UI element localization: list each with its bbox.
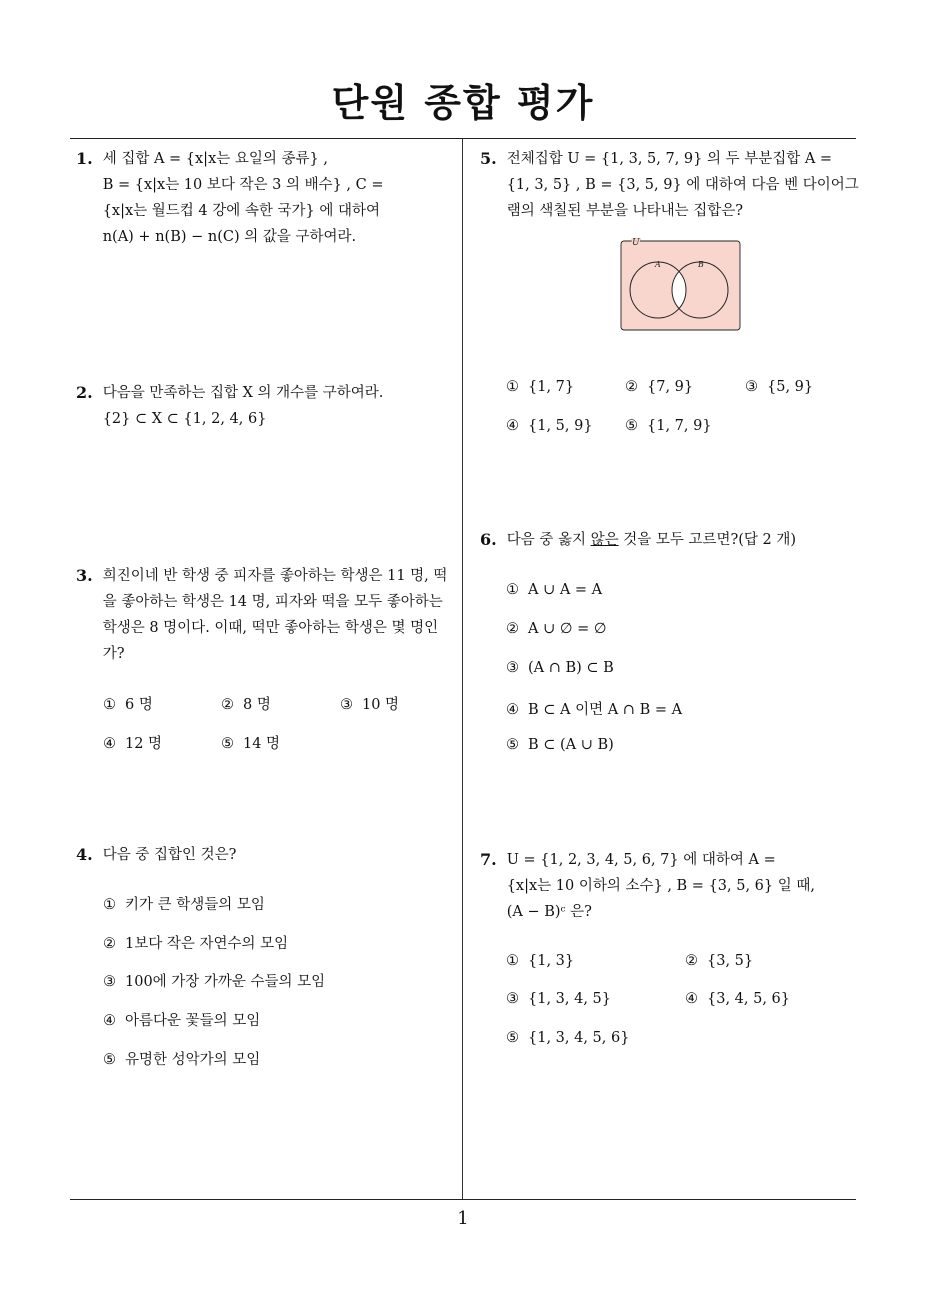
option-1[interactable]: ① 키가 큰 학생들의 모임 [103, 897, 265, 913]
page-title: 단원 종합 평가 [331, 81, 595, 125]
question-text: {x|x는 10 이하의 소수} , B = {3, 5, 6} 일 때, [506, 878, 815, 894]
bottom-rule [70, 1199, 856, 1200]
option-4[interactable]: ④ {3, 4, 5, 6} [685, 991, 791, 1007]
question-2 [76, 380, 456, 432]
question-text: 다음을 만족하는 집합 X 의 개수를 구하여라. [102, 385, 384, 401]
question-4 [76, 842, 456, 868]
option-3[interactable]: ③ {1, 3, 4, 5} [506, 991, 612, 1007]
venn-universe-label: U [632, 238, 640, 248]
option-5[interactable]: ⑤ 14 명 [221, 736, 281, 752]
top-rule [70, 138, 856, 139]
venn-diagram [620, 238, 742, 332]
column-divider [462, 139, 463, 1199]
question-text: U = {1, 2, 3, 4, 5, 6, 7} 에 대하여 A = [506, 852, 776, 868]
question-number: 1. [76, 149, 93, 168]
option-3[interactable]: ③ 10 명 [340, 697, 400, 713]
venn-set-b-label: B [698, 260, 704, 269]
question-text: (A − B)ᶜ 은? [506, 904, 592, 920]
question-text: 학생은 8 명이다. 이때, 떡만 좋아하는 학생은 몇 명인 [102, 620, 439, 636]
question-text: n(A) + n(B) − n(C) 의 값을 구하여라. [102, 229, 357, 245]
option-2[interactable]: ② 1보다 작은 자연수의 모임 [103, 936, 289, 952]
option-2[interactable]: ② A ∪ ∅ = ∅ [506, 621, 607, 637]
question-1 [76, 146, 456, 250]
question-number: 2. [76, 383, 93, 402]
option-3[interactable]: ③ 100에 가장 가까운 수들의 모임 [103, 974, 326, 990]
option-5[interactable]: ⑤ 유명한 성악가의 모임 [103, 1052, 261, 1068]
option-4[interactable]: ④ B ⊂ A 이면 A ∩ B = A [506, 702, 683, 718]
option-1[interactable]: ① A ∪ A = A [506, 582, 603, 598]
question-text: B = {x|x는 10 보다 작은 3 의 배수} , C = [102, 177, 384, 193]
question-number: 3. [76, 566, 93, 585]
option-2[interactable]: ② 8 명 [221, 697, 271, 713]
option-5[interactable]: ⑤ B ⊂ (A ∪ B) [506, 737, 614, 753]
option-5[interactable]: ⑤ {1, 7, 9} [625, 418, 712, 434]
option-1[interactable]: ① 6 명 [103, 697, 153, 713]
option-1[interactable]: ① {1, 7} [506, 379, 575, 395]
question-text: 을 좋아하는 학생은 14 명, 피자와 떡을 모두 좋아하는 [102, 594, 443, 610]
question-6 [480, 527, 860, 553]
question-text: 가? [102, 646, 125, 662]
option-5[interactable]: ⑤ {1, 3, 4, 5, 6} [506, 1030, 630, 1046]
question-3 [76, 563, 456, 667]
question-number: 7. [480, 850, 497, 869]
question-text: {1, 3, 5} , B = {3, 5, 9} 에 대하여 다음 벤 다이어그 [506, 177, 859, 193]
question-number: 4. [76, 845, 93, 864]
question-number: 6. [480, 530, 497, 549]
option-4[interactable]: ④ 12 명 [103, 736, 163, 752]
option-4[interactable]: ④ {1, 5, 9} [506, 418, 593, 434]
question-text: 다음 중 집합인 것은? [102, 847, 237, 863]
page-number: 1 [457, 1208, 469, 1229]
option-1[interactable]: ① {1, 3} [506, 953, 575, 969]
question-text: 희진이네 반 학생 중 피자를 좋아하는 학생은 11 명, 떡 [102, 568, 448, 584]
venn-set-a-label: A [655, 260, 661, 269]
question-text: {x|x는 월드컵 4 강에 속한 국가} 에 대하여 [102, 203, 380, 219]
question-text: 다음 중 옳지 않은 것을 모두 고르면?(답 2 개) [506, 532, 797, 548]
question-condition: {2} ⊂ X ⊂ {1, 2, 4, 6} [102, 411, 267, 427]
option-2[interactable]: ② {7, 9} [625, 379, 694, 395]
question-7 [480, 847, 860, 925]
option-4[interactable]: ④ 아름다운 꽃들의 모임 [103, 1013, 261, 1029]
question-text: 전체집합 U = {1, 3, 5, 7, 9} 의 두 부분집합 A = [506, 151, 833, 167]
underlined-word: 않은 [590, 532, 619, 548]
question-number: 5. [480, 149, 497, 168]
question-5 [480, 146, 860, 224]
option-3[interactable]: ③ (A ∩ B) ⊂ B [506, 660, 614, 676]
option-3[interactable]: ③ {5, 9} [745, 379, 814, 395]
question-text: 램의 색칠된 부분을 나타내는 집합은? [506, 203, 744, 219]
option-2[interactable]: ② {3, 5} [685, 953, 754, 969]
question-text: 세 집합 A = {x|x는 요일의 종류} , [102, 151, 328, 167]
